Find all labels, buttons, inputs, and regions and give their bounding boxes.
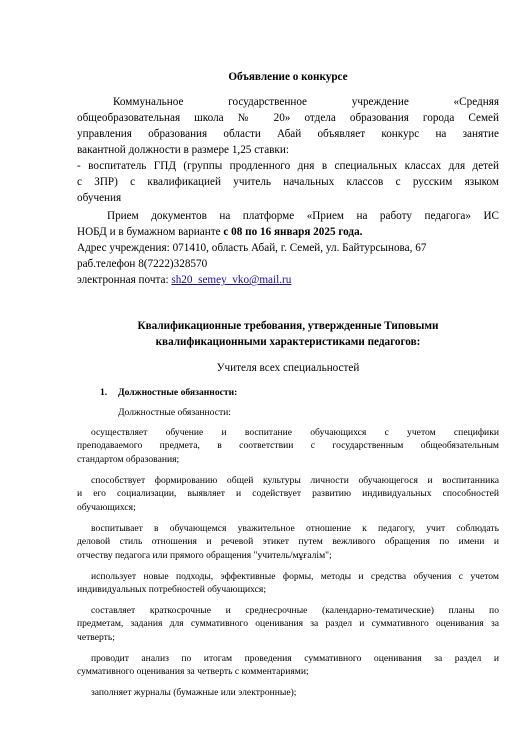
announcement-title: Объявление о конкурсе xyxy=(228,71,348,83)
duty-line: четверть; xyxy=(77,631,115,643)
duty-item xyxy=(77,652,499,679)
phone-line: раб.телефон 8(7222)328570 xyxy=(77,258,208,270)
duty-line: предметам, задания для суммативного оценивания за раздел и суммативного оценивания за xyxy=(77,618,499,630)
duties-label: Должностные обязанности: xyxy=(118,407,231,418)
position-line-3: обучения xyxy=(77,192,122,204)
duty-line: составляет краткосрочные и среднесрочные (календарно-тематические) планы по xyxy=(91,605,499,616)
duty-item xyxy=(77,522,499,562)
requirements-heading-line-2: квалификационными характеристиками педагогов: xyxy=(155,336,421,348)
duty-item xyxy=(77,474,499,514)
section-title: Должностные обязанности: xyxy=(118,387,238,398)
duty-item xyxy=(77,570,499,597)
section-number: 1. xyxy=(100,387,108,398)
duty-line: и его социализации, выявляет и содействует развитию индивидуальных способностей xyxy=(77,488,499,500)
duty-line: индивидуальных потребностей обучающихся; xyxy=(77,584,266,596)
duty-line: деловой стиль отношения и речевой этикет путем вежливого обращения по имени и xyxy=(77,536,499,548)
duty-line: проводит анализ по итогам проведения суммативного оценивания за раздел и xyxy=(91,653,499,664)
intro-line-2: общеобразовательная школа № 20» отдела образования города Семей xyxy=(77,112,499,124)
section-heading xyxy=(100,386,500,399)
intro-line-4: вакантной должности в размере 1,25 ставки: xyxy=(77,144,289,156)
address-line: Адрес учреждения: 071410, область Абай, г. Семей, ул. Байтурсынова, 67 xyxy=(77,242,427,254)
duty-item xyxy=(77,604,499,644)
docs-line-2-text: НОБД и в бумажном варианте xyxy=(77,226,224,238)
duty-line: стандартом образования; xyxy=(77,453,180,465)
intro-line-3: управления образования области Абай объявляет конкурс на занятие xyxy=(77,128,499,140)
duty-line: суммативного оценивания за четверть с комментариями; xyxy=(77,666,309,678)
duty-item xyxy=(77,426,499,466)
duty-line: отчеству педагога или прямого обращения "учитель/мұғалім"; xyxy=(77,549,332,561)
duty-line: воспитывает в обучающемся уважительное отношение к педагогу, учит соблюдать xyxy=(91,523,499,534)
duty-line: способствует формированию общей культуры личности обучающегося и воспитанника xyxy=(91,475,499,486)
position-line-2: с ЗПР) с квалификацией учитель начальных классов с русским языком xyxy=(77,176,499,188)
duty-line: заполняет журналы (бумажные или электронные); xyxy=(91,687,297,698)
duty-line: преподаваемого предмета, в соответствии с государственным общеобязательным xyxy=(77,440,499,452)
duty-line: обучающихся; xyxy=(77,501,136,513)
docs-line-1: Прием документов на платформе «Прием на работу педагога» ИС xyxy=(107,210,499,222)
docs-line-2 xyxy=(77,224,499,241)
requirements-heading-line-1: Квалификационные требования, утвержденные Типовыми xyxy=(137,320,439,332)
duty-line: осуществляет обучение и воспитание обучающихся с учетом специфики xyxy=(91,427,499,438)
duty-item xyxy=(77,686,499,699)
position-line-1: - воспитатель ГПД (группы продленного дня в специальных классах для детей xyxy=(77,160,499,172)
docs-dates: с 08 по 16 января 2025 года. xyxy=(223,226,363,238)
intro-line-1: Коммунальное государственное учреждение «Средняя xyxy=(113,96,499,108)
email-label: электронная почта: xyxy=(77,274,172,286)
email-line xyxy=(77,272,499,289)
email-link[interactable]: sh20_semey_vko@mail.ru xyxy=(171,274,292,286)
requirements-subtitle: Учителя всех специальностей xyxy=(216,362,360,374)
duty-line: использует новые подходы, эффективные формы, методы и средства обучения с учетом xyxy=(91,571,499,582)
